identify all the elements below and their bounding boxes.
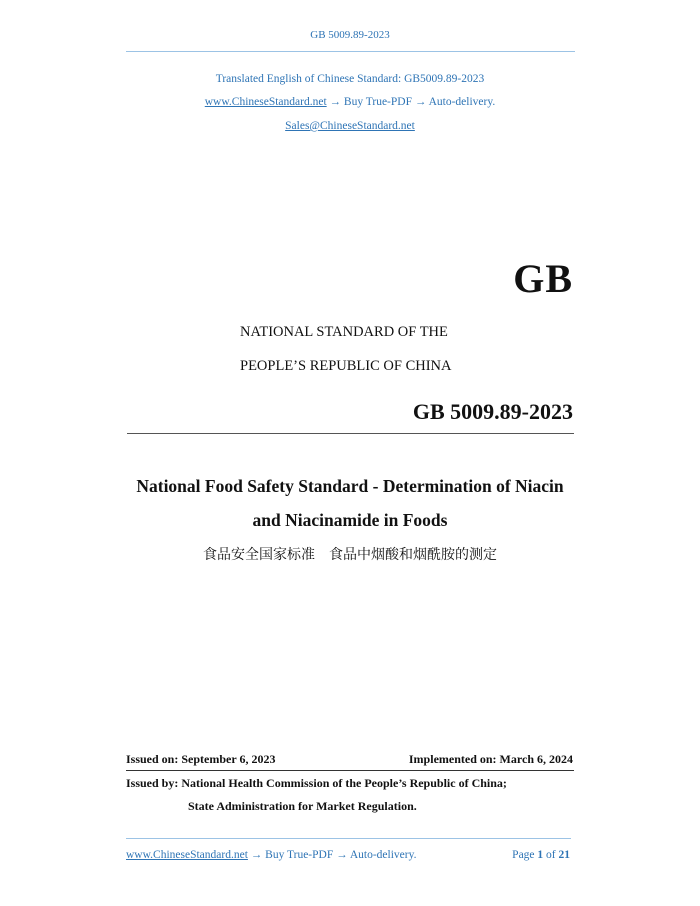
page-number <box>512 849 570 861</box>
title-english-line1: National Food Safety Standard - Determination of Niacin <box>136 476 564 496</box>
issued-by-line1: Issued by: National Health Commission of the People’s Republic of China; <box>126 776 507 790</box>
standard-divider <box>127 433 574 434</box>
page-of: of <box>546 849 556 861</box>
footer-promo <box>126 849 416 861</box>
page-total: 21 <box>558 849 570 861</box>
title-chinese-part1: 食品安全国家标准 <box>203 547 315 563</box>
promo-site-link[interactable]: www.ChineseStandard.net <box>204 96 327 108</box>
header-divider <box>126 51 575 52</box>
implemented-on-date: Implemented on: March 6, 2024 <box>408 752 573 766</box>
title-chinese-part2: 食品中烟酸和烟酰胺的测定 <box>329 547 497 563</box>
page-label: Page <box>512 849 535 861</box>
title-english-line2: and Niacinamide in Foods <box>252 510 448 530</box>
page-current: 1 <box>537 849 544 861</box>
promo-email-line <box>0 120 700 132</box>
standard-number: GB 5009.89-2023 <box>412 399 573 424</box>
issued-by-line2: State Administration for Market Regulation. <box>188 799 417 813</box>
promo-buy-text: → Buy True-PDF → Auto-delivery. <box>329 96 496 108</box>
national-standard-line2: PEOPLE’S REPUBLIC OF CHINA <box>240 358 452 374</box>
promo-buy-line <box>0 96 700 108</box>
footer-site-link[interactable]: www.ChineseStandard.net <box>126 849 248 861</box>
footer-divider <box>126 838 571 839</box>
footer-buy-text: → Buy True-PDF → Auto-delivery. <box>250 849 417 861</box>
gb-logo: GB <box>513 256 573 301</box>
title-chinese <box>0 544 700 564</box>
national-standard-line1: NATIONAL STANDARD OF THE <box>240 324 448 340</box>
issued-on-date: Issued on: September 6, 2023 <box>126 752 276 766</box>
promo-translation-line: Translated English of Chinese Standard: GB5009.89-2023 <box>215 73 485 85</box>
header-standard-code: GB 5009.89-2023 <box>310 29 390 41</box>
promo-email-link[interactable]: Sales@ChineseStandard.net <box>285 120 415 132</box>
issue-divider <box>126 770 574 771</box>
